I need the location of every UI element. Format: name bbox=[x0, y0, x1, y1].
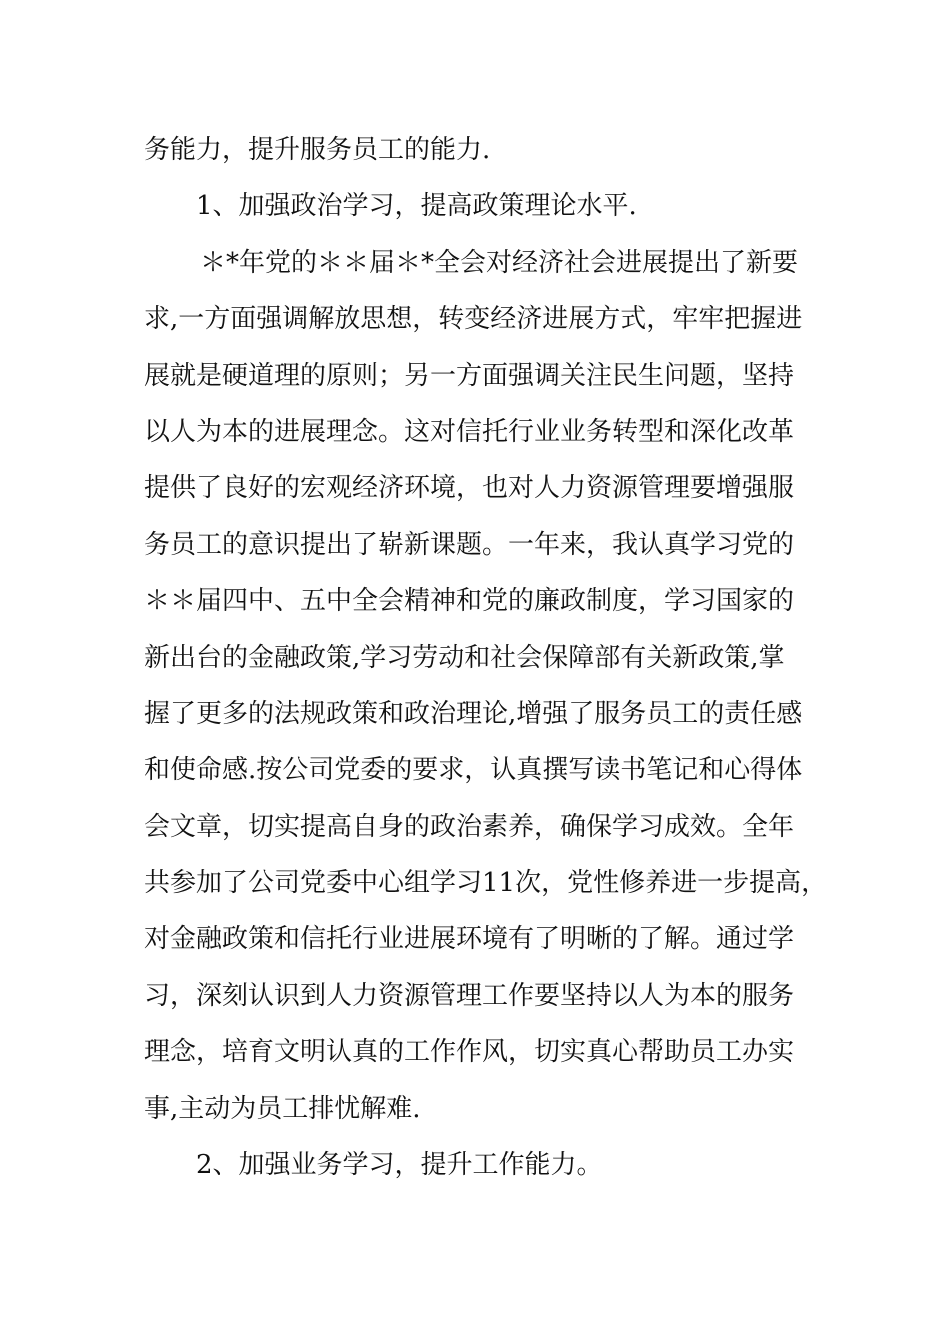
paragraph-line: 握了更多的法规政策和政治理论,增强了服务员工的责任感 bbox=[144, 698, 803, 729]
paragraph-1 bbox=[144, 235, 834, 1137]
paragraph-line: 提供了良好的宏观经济环境，也对人力资源管理要增强服 bbox=[144, 473, 795, 504]
paragraph-line: ＊*年党的＊＊届＊*全会对经济社会进展提出了新要 bbox=[200, 247, 799, 278]
paragraph-line: 会文章，切实提高自身的政治素养，确保学习成效。全年 bbox=[144, 811, 795, 842]
paragraph-line: 和使命感.按公司党委的要求，认真撰写读书笔记和心得体 bbox=[144, 755, 803, 786]
paragraph-line: 对金融政策和信托行业进展环境有了明晰的了解。通过学 bbox=[144, 924, 795, 955]
paragraph-line: ＊＊届四中、五中全会精神和党的廉政制度，学习国家的 bbox=[144, 586, 795, 617]
paragraph-line: 展就是硬道理的原则；另一方面强调关注民生问题，坚持 bbox=[144, 360, 795, 391]
document-body bbox=[144, 122, 834, 1193]
paragraph-line: 习，深刻认识到人力资源管理工作要坚持以人为本的服务 bbox=[144, 980, 795, 1011]
paragraph-line: 务员工的意识提出了崭新课题。一年来，我认真学习党的 bbox=[144, 529, 795, 560]
paragraph-line: 以人为本的进展理念。这对信托行业业务转型和深化改革 bbox=[144, 416, 795, 447]
paragraph-line: 求,一方面强调解放思想，转变经济进展方式，牢牢把握进 bbox=[144, 304, 803, 335]
paragraph-line: 新出台的金融政策,学习劳动和社会保障部有关新政策,掌 bbox=[144, 642, 785, 673]
intro-line: 务能力，提升服务员工的能力. bbox=[144, 135, 491, 165]
section-heading-2: 2、加强业务学习，提升工作能力。 bbox=[196, 1150, 603, 1181]
paragraph-line: 事,主动为员工排忧解难. bbox=[144, 1093, 421, 1124]
section-heading-1: 1、加强政治学习，提高政策理论水平. bbox=[196, 191, 637, 222]
paragraph-line: 理念，培育文明认真的工作作风，切实真心帮助员工办实 bbox=[144, 1037, 795, 1068]
paragraph-line: 共参加了公司党委中心组学习11次，党性修养进一步提高， bbox=[144, 868, 828, 899]
